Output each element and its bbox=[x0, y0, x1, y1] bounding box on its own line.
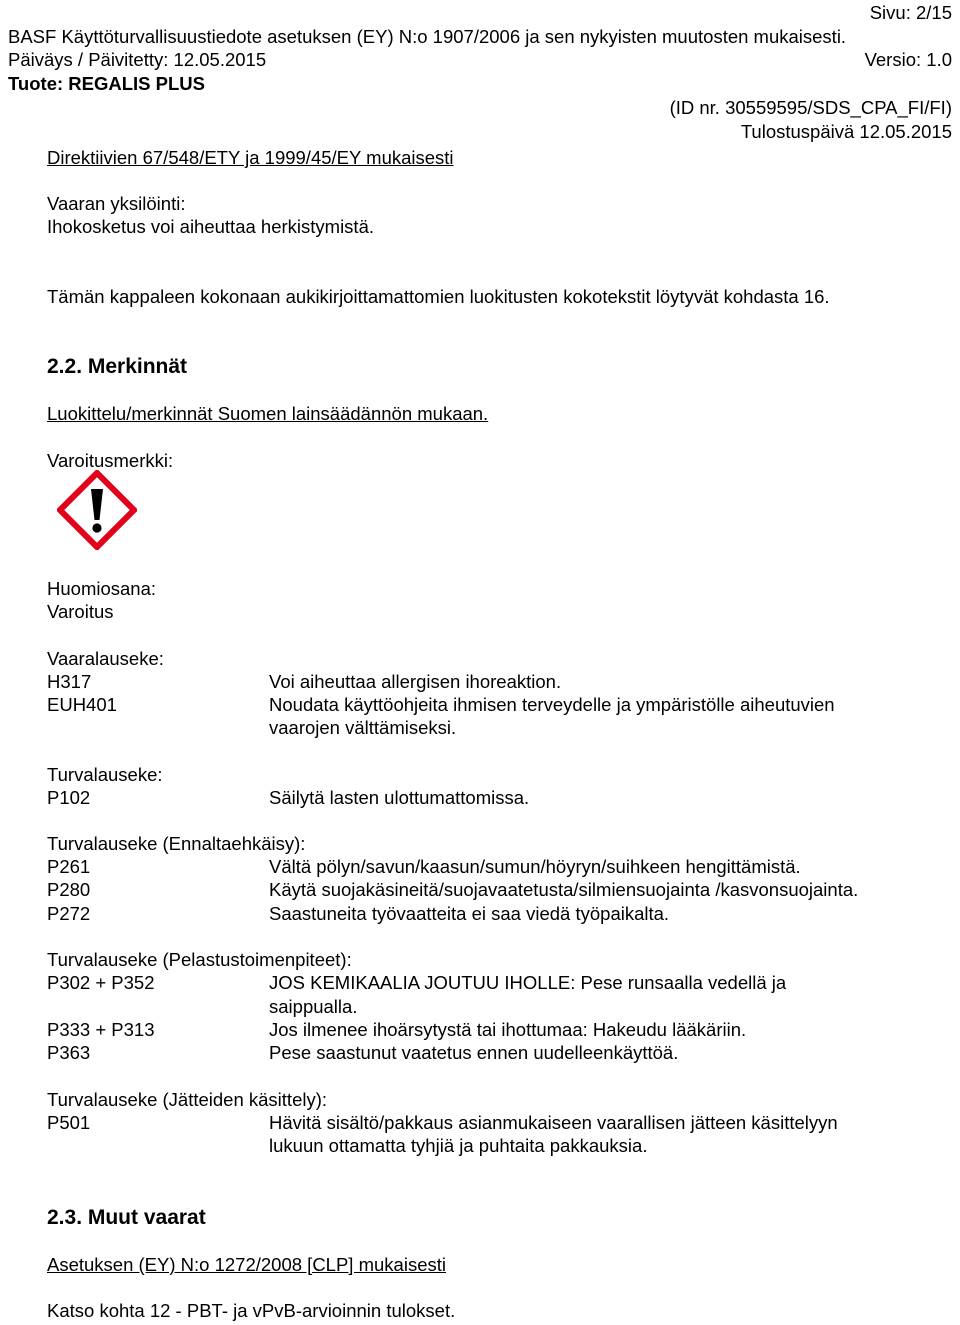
statement-text: Säilytä lasten ulottumattomissa. bbox=[269, 787, 530, 808]
hazard-identification-text: Ihokosketus voi aiheuttaa herkistymistä. bbox=[47, 216, 374, 237]
statement-text: Vältä pölyn/savun/kaasun/sumun/höyryn/suihkeen hengittämistä. bbox=[269, 856, 801, 877]
classification-note: Tämän kappaleen kokonaan aukikirjoittamattomien luokitusten kokotekstit löytyvät kohdasta 16. bbox=[47, 286, 830, 307]
section-2-2-heading: 2.2. Merkinnät bbox=[47, 355, 188, 378]
pictogram-label: Varoitusmerkki: bbox=[47, 450, 174, 471]
statement-text: Voi aiheuttaa allergisen ihoreaktion. bbox=[269, 671, 562, 692]
statement-text: saippualla. bbox=[269, 996, 358, 1017]
response-label: Turvalauseke (Pelastustoimenpiteet): bbox=[47, 949, 352, 970]
print-date: Tulostuspäivä 12.05.2015 bbox=[740, 121, 952, 142]
prevention-label: Turvalauseke (Ennaltaehkäisy): bbox=[47, 833, 306, 854]
statement-text: lukuun ottamatta tyhjiä ja puhtaita pakkauksia. bbox=[269, 1135, 648, 1156]
revision-date: Päiväys / Päivitetty: 12.05.2015 bbox=[8, 49, 267, 70]
disposal-label: Turvalauseke (Jätteiden käsittely): bbox=[47, 1089, 328, 1110]
page-number: Sivu: 2/15 bbox=[869, 2, 952, 23]
signal-word: Varoitus bbox=[47, 601, 114, 622]
labelling-subtitle: Luokittelu/merkinnät Suomen lainsäädännön mukaan. bbox=[47, 403, 489, 424]
statement-code: P280 bbox=[47, 879, 91, 900]
signal-word-label: Huomiosana: bbox=[47, 578, 157, 599]
product-label: Tuote: bbox=[8, 73, 69, 94]
statement-text: Saastuneita työvaatteita ei saa viedä työpaikalta. bbox=[269, 903, 670, 924]
statement-code: P501 bbox=[47, 1112, 91, 1133]
version: Versio: 1.0 bbox=[864, 49, 952, 70]
hazard-identification-label: Vaaran yksilöinti: bbox=[47, 193, 186, 214]
statement-code: P302 + P352 bbox=[47, 972, 155, 993]
statement-code: P272 bbox=[47, 903, 91, 924]
statement-code: EUH401 bbox=[47, 694, 117, 715]
precaution-label: Turvalauseke: bbox=[47, 764, 163, 785]
statement-code: H317 bbox=[47, 671, 92, 692]
product-name: REGALIS PLUS bbox=[68, 73, 205, 94]
statement-code: P333 + P313 bbox=[47, 1019, 155, 1040]
section-2-3-heading: 2.3. Muut vaarat bbox=[47, 1206, 206, 1229]
statement-text: Hävitä sisältö/pakkaus asianmukaiseen vaarallisen jätteen käsittelyyn bbox=[269, 1112, 838, 1133]
clp-regulation-title: Asetuksen (EY) N:o 1272/2008 [CLP] mukaisesti bbox=[47, 1254, 446, 1275]
directive-title: Direktiivien 67/548/ETY ja 1999/45/EY mukaisesti bbox=[47, 147, 454, 168]
statement-code: P363 bbox=[47, 1042, 91, 1063]
product-line bbox=[8, 72, 205, 95]
statement-text: Noudata käyttöohjeita ihmisen terveydelle ja ympäristölle aiheutuvien bbox=[269, 694, 835, 715]
statement-text: Jos ilmenee ihoärsytystä tai ihottumaa: Hakeudu lääkäriin. bbox=[269, 1019, 747, 1040]
other-hazards-text: Katso kohta 12 - PBT- ja vPvB-arvioinnin tulokset. bbox=[47, 1300, 456, 1321]
statement-text: Pese saastunut vaatetus ennen uudelleenkäyttöä. bbox=[269, 1042, 679, 1063]
statement-text: Käytä suojakäsineitä/suojavaatetusta/silmiensuojainta /kasvonsuojainta. bbox=[269, 879, 859, 900]
document-id: (ID nr. 30559595/SDS_CPA_FI/FI) bbox=[669, 97, 952, 118]
statement-text: vaarojen välttämiseksi. bbox=[269, 717, 457, 738]
statement-code: P261 bbox=[47, 856, 91, 877]
statement-text: JOS KEMIKAALIA JOUTUU IHOLLE: Pese runsaalla vedellä ja bbox=[269, 972, 787, 993]
document-title: BASF Käyttöturvallisuustiedote asetuksen (EY) N:o 1907/2006 ja sen nykyisten muutosten mukaisesti. bbox=[8, 26, 847, 47]
hazard-statements-label: Vaaralauseke: bbox=[47, 648, 164, 669]
statement-code: P102 bbox=[47, 787, 91, 808]
exclamation-mark-diamond-icon bbox=[57, 470, 137, 550]
